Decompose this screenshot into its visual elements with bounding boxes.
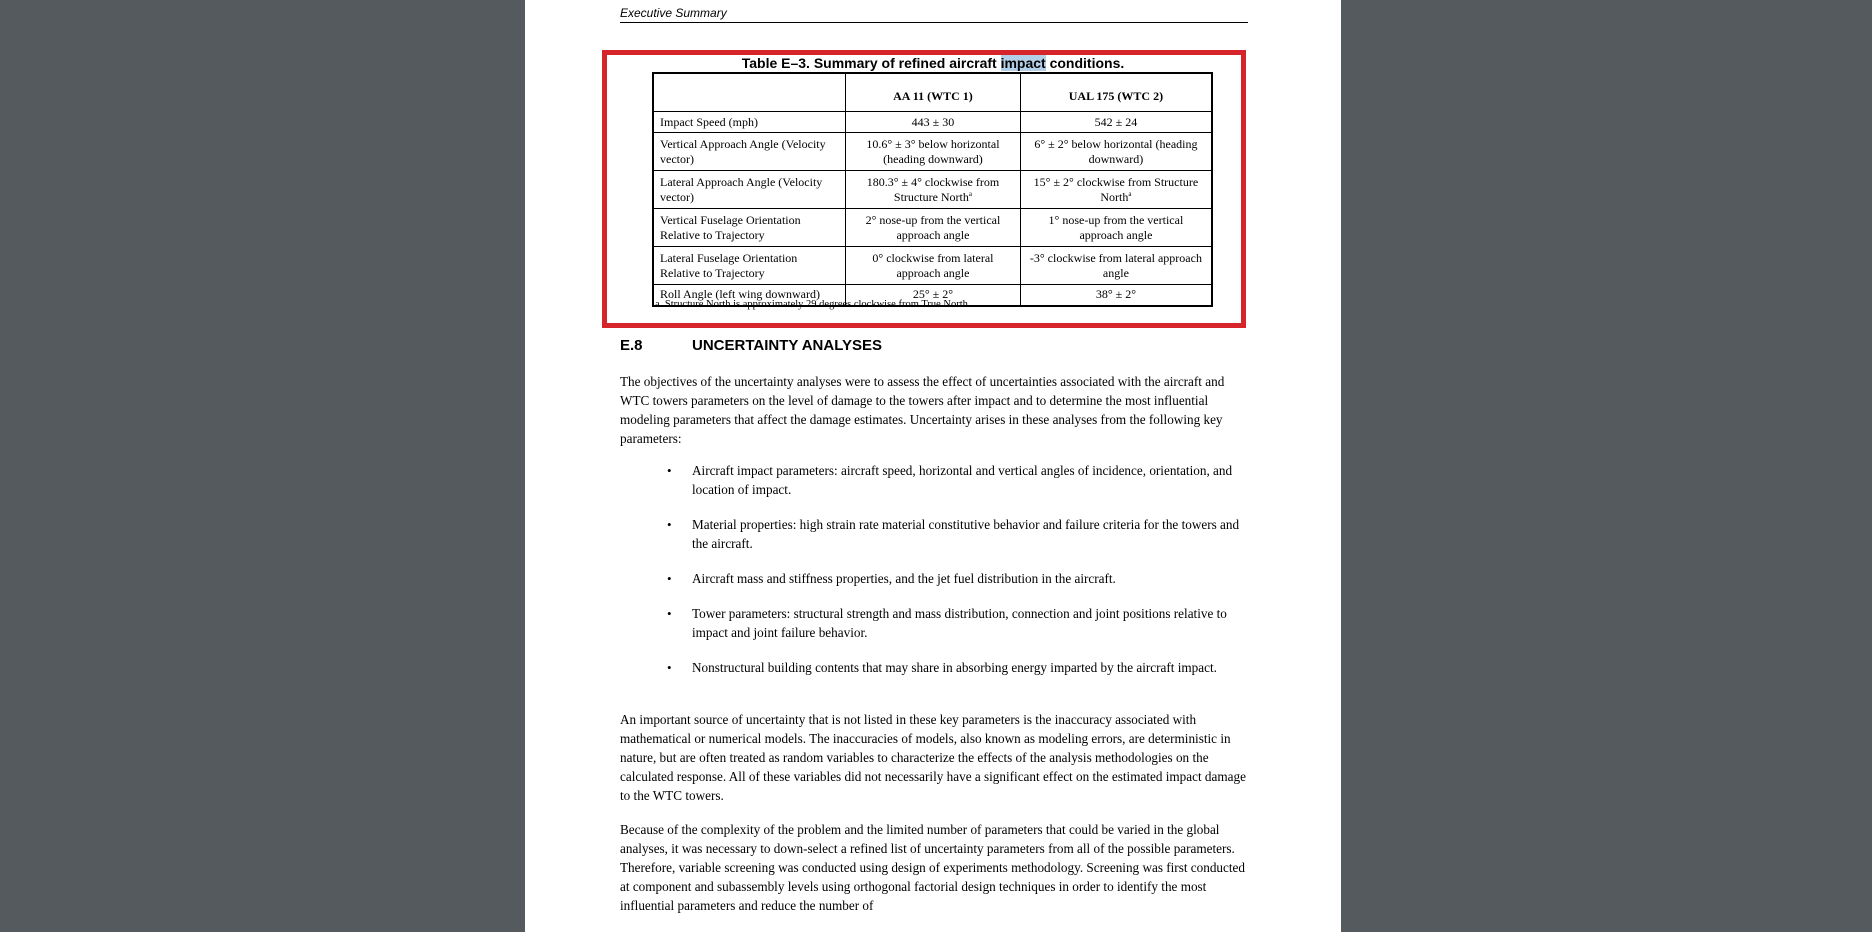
ual175-value-text: 15° ± 2° clockwise from Structure North <box>1033 174 1199 204</box>
bullet-icon: • <box>667 517 672 532</box>
paragraph-variable-screening: Because of the complexity of the problem and the limited number of parameters that could be varied in the global analyses, it was necessary to down-select a refined list of uncertainty parameters from all of the possible parameters. Therefore, variable screening was conducted using design of experiments methodology. Screening was first conducted at component and subassembly levels using orthogonal factorial design techniques in order to identify the most influential parameters and reduce the number of <box>620 822 1245 913</box>
column-header-ual175: UAL 175 (WTC 2) <box>1020 73 1212 112</box>
table-row <box>653 171 1212 209</box>
column-header-blank <box>653 73 846 112</box>
section-title: UNCERTAINTY ANALYSES <box>692 337 883 354</box>
list-item-text: Material properties: high strain rate material constitutive behavior and failure criteria for the towers and the aircraft. <box>692 517 1240 551</box>
footnote-marker: a <box>968 189 972 198</box>
table-row <box>653 209 1212 247</box>
row-label: Impact Speed (mph) <box>653 112 846 133</box>
document-page <box>525 0 1341 932</box>
ual175-value: -3° clockwise from lateral approach angle <box>1020 247 1212 285</box>
table-title-prefix: Table E–3. Summary of refined aircraft <box>741 55 1001 71</box>
table-row <box>653 247 1212 285</box>
aa11-value-text: 180.3° ± 4° clockwise from Structure North <box>866 174 1000 204</box>
table-title-suffix: conditions. <box>1045 55 1125 71</box>
aa11-value: 0° clockwise from lateral approach angle <box>846 247 1021 285</box>
bullet-icon: • <box>667 606 672 621</box>
table-title <box>525 54 1341 72</box>
ual175-value: 1° nose-up from the vertical approach angle <box>1020 209 1212 247</box>
aa11-value: 443 ± 30 <box>846 112 1021 133</box>
bullet-icon: • <box>667 660 672 675</box>
table-header-row <box>653 73 1212 112</box>
list-item <box>620 515 1250 553</box>
ual175-value <box>1020 171 1212 209</box>
list-item <box>620 658 1250 677</box>
aa11-value: 2° nose-up from the vertical approach angle <box>846 209 1021 247</box>
section-number: E.8 <box>620 337 643 354</box>
ual175-value: 542 ± 24 <box>1020 112 1212 133</box>
impact-conditions-table <box>652 72 1213 307</box>
list-item <box>620 604 1250 642</box>
list-item <box>620 569 1250 588</box>
table-row <box>653 112 1212 133</box>
row-label: Lateral Fuselage Orientation Relative to Trajectory <box>653 247 846 285</box>
table-row <box>653 133 1212 171</box>
row-label: Vertical Fuselage Orientation Relative to Trajectory <box>653 209 846 247</box>
paragraph-objectives: The objectives of the uncertainty analyses were to assess the effect of uncertainties associated with the aircraft and WTC towers parameters on the level of damage to the towers after impact and to determine the most influential modeling parameters that affect the damage estimates. Uncertainty arises in these analyses from the following key parameters: <box>620 374 1225 446</box>
aa11-value: 25° ± 2° <box>846 285 1021 306</box>
table-footnote: a. Structure North is approximately 29 degrees clockwise from True North. <box>655 299 971 310</box>
list-item <box>620 461 1250 499</box>
ual175-value: 38° ± 2° <box>1020 285 1212 306</box>
section-heading <box>620 337 882 354</box>
list-item-text: Nonstructural building contents that may share in absorbing energy imparted by the aircraft impact. <box>692 660 1217 675</box>
row-label: Vertical Approach Angle (Velocity vector) <box>653 133 846 171</box>
column-header-aa11: AA 11 (WTC 1) <box>846 73 1021 112</box>
footnote-marker: a <box>1128 189 1132 198</box>
selected-text-impact[interactable]: impact <box>1000 55 1046 71</box>
list-item-text: Aircraft mass and stiffness properties, and the jet fuel distribution in the aircraft. <box>692 571 1116 586</box>
list-item-text: Tower parameters: structural strength and mass distribution, connection and joint positions relative to impact and joint failure behavior. <box>692 606 1227 640</box>
list-item-text: Aircraft impact parameters: aircraft speed, horizontal and vertical angles of incidence, orientation, and location of impact. <box>692 463 1233 497</box>
bullet-icon: • <box>667 463 672 478</box>
bullet-icon: • <box>667 571 672 586</box>
ual175-value: 6° ± 2° below horizontal (heading downward) <box>1020 133 1212 171</box>
aa11-value: 10.6° ± 3° below horizontal (heading downward) <box>846 133 1021 171</box>
key-parameters-list <box>620 461 1250 693</box>
paragraph-model-uncertainty: An important source of uncertainty that is not listed in these key parameters is the inaccuracy associated with mathematical or numerical models. The inaccuracies of models, also known as modeling errors, are deterministic in nature, but are often treated as random variables to characterize the effects of the analysis methodologies on the calculated response. All of these variables did not necessarily have a significant effect on the estimated impact damage to the WTC towers. <box>620 712 1246 803</box>
running-header: Executive Summary <box>620 5 1248 23</box>
row-label: Lateral Approach Angle (Velocity vector) <box>653 171 846 209</box>
row-label: Roll Angle (left wing downward) <box>653 285 846 306</box>
aa11-value <box>846 171 1021 209</box>
